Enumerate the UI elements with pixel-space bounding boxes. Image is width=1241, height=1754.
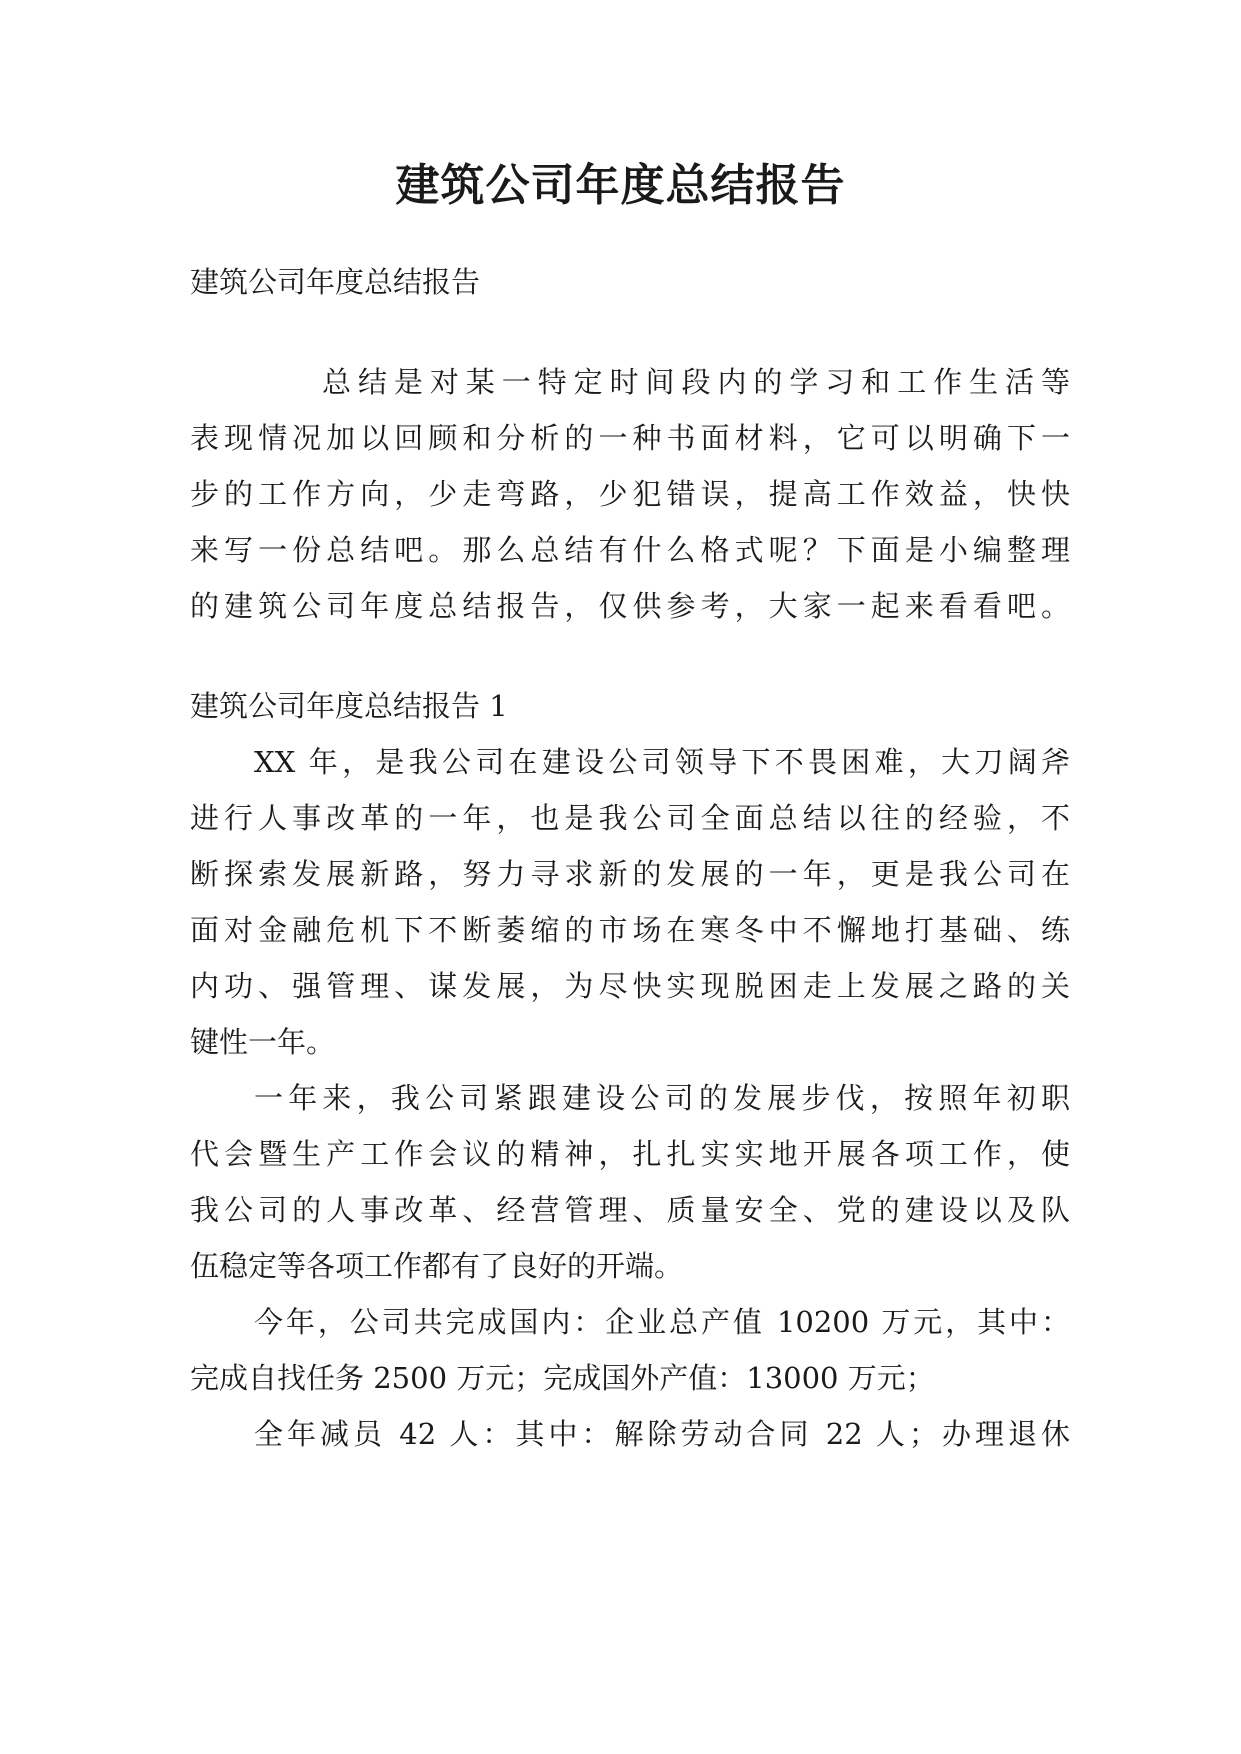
paragraph-line: 全年减员 42 人：其中：解除劳动合同 22 人；办理退休 [254,1417,1070,1451]
paragraph-line: XX 年，是我公司在建设公司领导下不畏困难，大刀阔斧 [254,745,1070,779]
intro-line: 表现情况加以回顾和分析的一种书面材料，它可以明确下一 [190,421,1070,455]
intro-line: 的建筑公司年度总结报告，仅供参考，大家一起来看看吧。 [190,589,1070,623]
paragraph-line: 代会暨生产工作会议的精神，扎扎实实地开展各项工作，使 [190,1137,1070,1171]
paragraph-line: 进行人事改革的一年，也是我公司全面总结以往的经验，不 [190,801,1070,835]
paragraph-line: 今年，公司共完成国内：企业总产值 10200 万元，其中： [254,1305,1070,1339]
paragraph-line: 一年来，我公司紧跟建设公司的发展步伐，按照年初职 [254,1081,1070,1115]
paragraph-line: 内功、强管理、谋发展，为尽快实现脱困走上发展之路的关 [190,969,1070,1003]
section-heading: 建筑公司年度总结报告 1 [190,689,508,723]
paragraph-line: 面对金融危机下不断萎缩的市场在寒冬中不懈地打基础、练 [190,913,1070,947]
intro-line: 来写一份总结吧。那么总结有什么格式呢？下面是小编整理 [190,533,1070,567]
paragraph-line: 完成自找任务 2500 万元；完成国外产值：13000 万元； [190,1361,935,1395]
paragraph-line: 断探索发展新路，努力寻求新的发展的一年，更是我公司在 [190,857,1070,891]
intro-line: 总结是对某一特定时间段内的学习和工作生活等 [322,365,1070,399]
paragraph-line: 伍稳定等各项工作都有了良好的开端。 [190,1249,684,1283]
paragraph-line: 我公司的人事改革、经营管理、质量安全、党的建设以及队 [190,1193,1070,1227]
intro-line: 步的工作方向，少走弯路，少犯错误，提高工作效益，快快 [190,477,1070,511]
paragraph-line: 键性一年。 [190,1025,336,1059]
document-title: 建筑公司年度总结报告 [395,160,846,211]
document-subtitle: 建筑公司年度总结报告 [190,265,481,299]
